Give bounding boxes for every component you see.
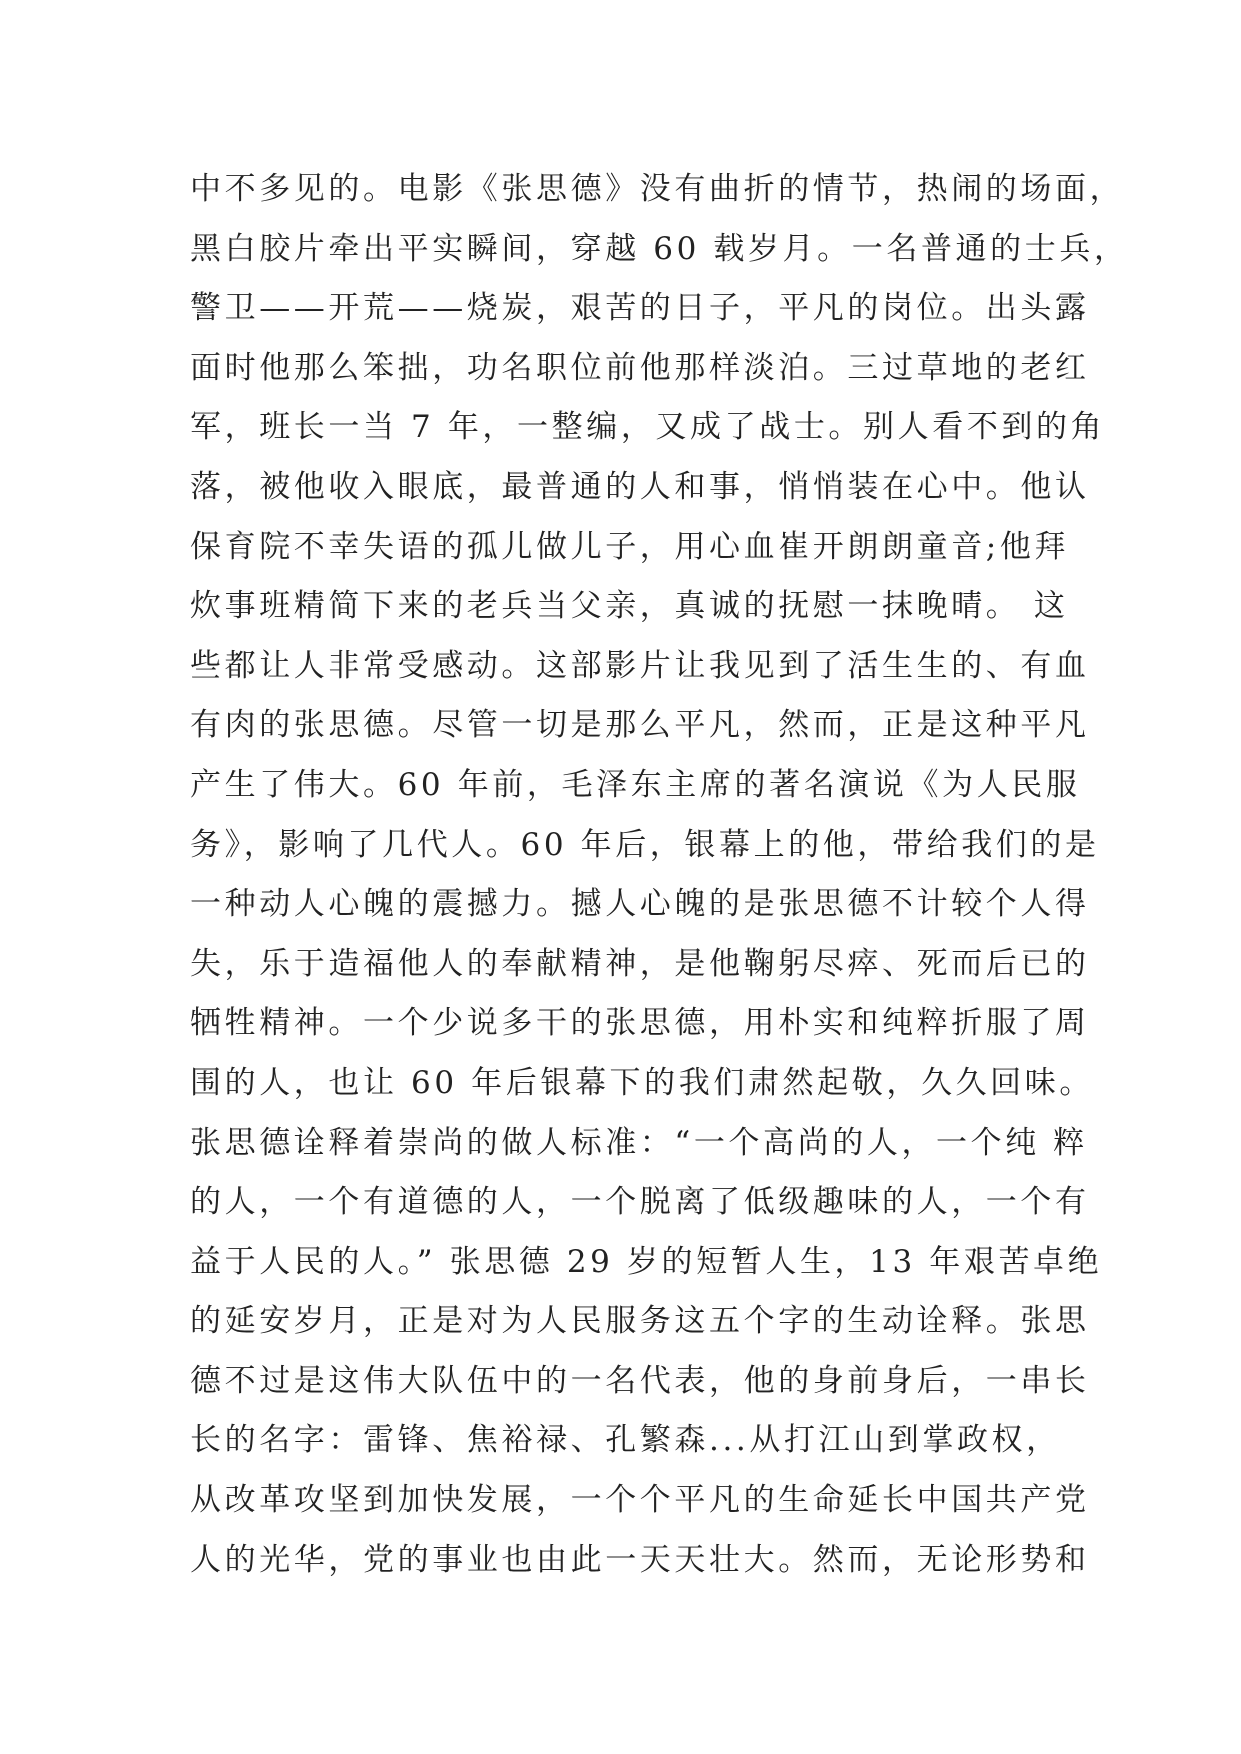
- text-line: 中不多见的。电影《张思德》没有曲折的情节，热闹的场面，: [190, 171, 1125, 207]
- text-line: 保育院不幸失语的孤儿做儿子，用心血崔开朗朗童音;他拜: [190, 528, 1070, 565]
- text-line: 围的人，也让 60 年后银幕下的我们肃然起敬，久久回味。: [190, 1064, 1094, 1101]
- text-line: 的延安岁月，正是对为人民服务这五个字的生动诠释。张思: [190, 1303, 1090, 1340]
- text-line: 人的光华，党的事业也由此一天天壮大。然而，无论形势和: [190, 1541, 1090, 1578]
- text-line: 产生了伟大。60 年前，毛泽东主席的著名演说《为人民服: [190, 766, 1081, 803]
- text-line: 军，班长一当 7 年，一整编，又成了战士。别人看不到的角: [190, 409, 1106, 446]
- text-line: 炊事班精简下来的老兵当父亲，真诚的抚慰一抹晚晴。 这: [190, 588, 1069, 625]
- text-line: 落，被他收入眼底，最普通的人和事，悄悄装在心中。他认: [190, 468, 1090, 505]
- text-line: 面时他那么笨拙，功名职位前他那样淡泊。三过草地的老红: [190, 349, 1090, 386]
- text-line: 警卫——开荒——烧炭，艰苦的日子，平凡的岗位。出头露: [190, 290, 1090, 327]
- text-line: 从改革攻坚到加快发展，一个个平凡的生命延长中国共产党: [190, 1482, 1090, 1519]
- text-line: 的人，一个有道德的人，一个脱离了低级趣味的人，一个有: [190, 1184, 1090, 1221]
- text-line: 些都让人非常受感动。这部影片让我见到了活生生的、有血: [190, 647, 1090, 684]
- text-line: 益于人民的人。” 张思德 29 岁的短暂人生，13 年艰苦卓绝: [190, 1243, 1103, 1280]
- text-line: 黑白胶片牵出平实瞬间，穿越 60 载岁月。一名普通的士兵，: [190, 230, 1129, 267]
- text-line: 德不过是这伟大队伍中的一名代表，他的身前身后，一串长: [190, 1362, 1090, 1399]
- text-line: 长的名字：雷锋、焦裕禄、孔繁森...从打江山到掌政权，: [190, 1422, 1061, 1459]
- text-line: 失，乐于造福他人的奉献精神，是他鞠躬尽瘁、死而后已的: [190, 945, 1090, 982]
- body-text: [190, 160, 1129, 1590]
- text-line: 务》，影响了几代人。60 年后，银幕上的他，带给我们的是: [190, 826, 1100, 863]
- text-line: 张思德诠释着崇尚的做人标准：“一个高尚的人，一个纯 粹: [190, 1124, 1088, 1161]
- text-line: 牺牲精神。一个少说多干的张思德，用朴实和纯粹折服了周: [190, 1005, 1090, 1042]
- text-line: 一种动人心魄的震撼力。撼人心魄的是张思德不计较个人得: [190, 886, 1090, 923]
- text-line: 有肉的张思德。尽管一切是那么平凡，然而，正是这种平凡: [190, 707, 1090, 744]
